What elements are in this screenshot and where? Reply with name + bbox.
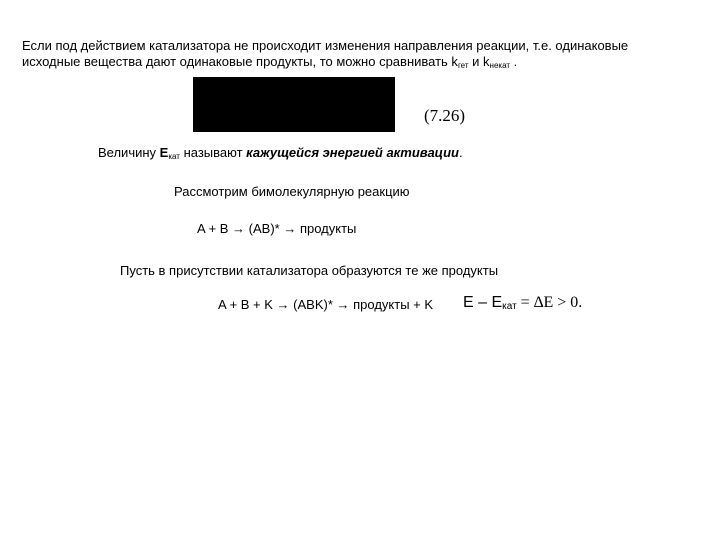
intro-line-1: Если под действием катализатора не происходит изменения направления реакции, т.е. одинаковые xyxy=(22,38,629,53)
reaction-1: A + B → (AB)* → продукты xyxy=(197,221,357,236)
equation-number: (7.26) xyxy=(424,106,466,125)
energy-relation: $E - E_{кат} = \Delta E > 0$. xyxy=(463,294,583,312)
equation-image-block xyxy=(193,77,395,132)
intro-line-2: исходные вещества дают одинаковые продукты, то можно сравнивать $k_{гет}$ и $k_{некат}$ . xyxy=(22,54,518,70)
reaction-2: A + B + K → (ABK)* → продукты + K xyxy=(218,297,434,312)
bimolecular-text: Рассмотрим бимолекулярную реакцию xyxy=(174,184,410,199)
catalyst-text: Пусть в присутствии катализатора образуются те же продукты xyxy=(120,263,499,278)
activation-definition: Величину $E_{кат}$ называют кажущейся энергией активации. xyxy=(98,145,463,161)
